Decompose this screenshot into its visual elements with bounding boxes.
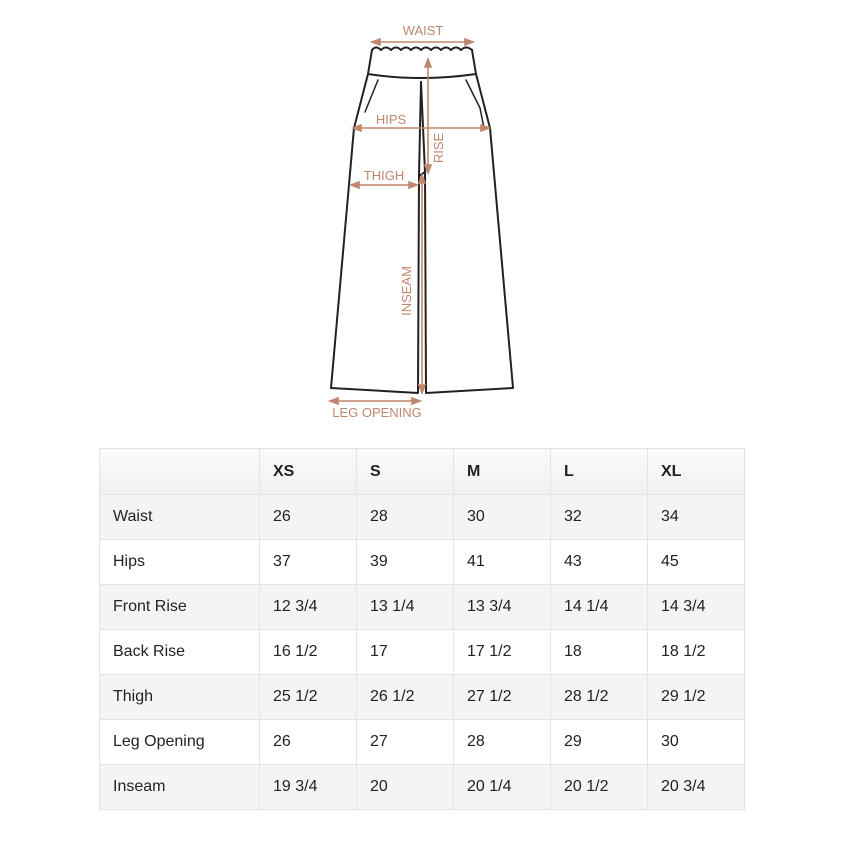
- table-cell: 37: [260, 540, 357, 585]
- table-cell: 26: [260, 720, 357, 765]
- table-cell: 27 1/2: [454, 675, 551, 720]
- inseam-label: INSEAM: [399, 266, 414, 316]
- header-cell-xs: XS: [260, 449, 357, 495]
- table-row: [100, 720, 745, 765]
- row-label: Leg Opening: [100, 720, 260, 765]
- table-cell: 26: [260, 495, 357, 540]
- thigh-label: THIGH: [363, 168, 405, 183]
- leg-opening-label: LEG OPENING: [332, 405, 422, 420]
- table-cell: 41: [454, 540, 551, 585]
- header-cell-m: M: [454, 449, 551, 495]
- header-cell-xl: XL: [648, 449, 745, 495]
- table-row: [100, 675, 745, 720]
- table-cell: 29 1/2: [648, 675, 745, 720]
- table-cell: 14 1/4: [551, 585, 648, 630]
- table-cell: 29: [551, 720, 648, 765]
- row-label: Thigh: [100, 675, 260, 720]
- right-pocket: [466, 80, 484, 128]
- size-chart-table: [99, 448, 745, 810]
- table-cell: 19 3/4: [260, 765, 357, 810]
- header-cell-empty: [100, 449, 260, 495]
- table-cell: 17: [357, 630, 454, 675]
- table-cell: 14 3/4: [648, 585, 745, 630]
- table-cell: 28 1/2: [551, 675, 648, 720]
- table-cell: 30: [648, 720, 745, 765]
- table-cell: 20 3/4: [648, 765, 745, 810]
- table-cell: 13 3/4: [454, 585, 551, 630]
- row-label: Waist: [100, 495, 260, 540]
- table-cell: 25 1/2: [260, 675, 357, 720]
- table-cell: 39: [357, 540, 454, 585]
- right-leg-outline: [421, 74, 513, 393]
- table-cell: 17 1/2: [454, 630, 551, 675]
- table-cell: 18 1/2: [648, 630, 745, 675]
- row-label: Hips: [100, 540, 260, 585]
- waist-label: WAIST: [402, 23, 444, 38]
- row-label: Front Rise: [100, 585, 260, 630]
- table-cell: 12 3/4: [260, 585, 357, 630]
- table-cell: 20: [357, 765, 454, 810]
- hips-label: HIPS: [375, 112, 407, 127]
- table-row: [100, 495, 745, 540]
- table-cell: 30: [454, 495, 551, 540]
- table-row: [100, 585, 745, 630]
- table-cell: 28: [357, 495, 454, 540]
- table-row: [100, 540, 745, 585]
- header-cell-l: L: [551, 449, 648, 495]
- row-label: Back Rise: [100, 630, 260, 675]
- table-row: [100, 765, 745, 810]
- header-cell-s: S: [357, 449, 454, 495]
- table-cell: 16 1/2: [260, 630, 357, 675]
- table-cell: 20 1/2: [551, 765, 648, 810]
- table-cell: 18: [551, 630, 648, 675]
- rise-label: RISE: [431, 132, 446, 164]
- table-cell: 45: [648, 540, 745, 585]
- waistband-top: [372, 48, 472, 51]
- table-cell: 13 1/4: [357, 585, 454, 630]
- table-header-row: [100, 449, 745, 495]
- table-cell: 43: [551, 540, 648, 585]
- table-cell: 32: [551, 495, 648, 540]
- row-label: Inseam: [100, 765, 260, 810]
- table-cell: 28: [454, 720, 551, 765]
- left-pocket: [365, 80, 378, 112]
- table-cell: 27: [357, 720, 454, 765]
- table-row: [100, 630, 745, 675]
- table-cell: 20 1/4: [454, 765, 551, 810]
- table-cell: 34: [648, 495, 745, 540]
- waistband: [368, 50, 476, 78]
- table-cell: 26 1/2: [357, 675, 454, 720]
